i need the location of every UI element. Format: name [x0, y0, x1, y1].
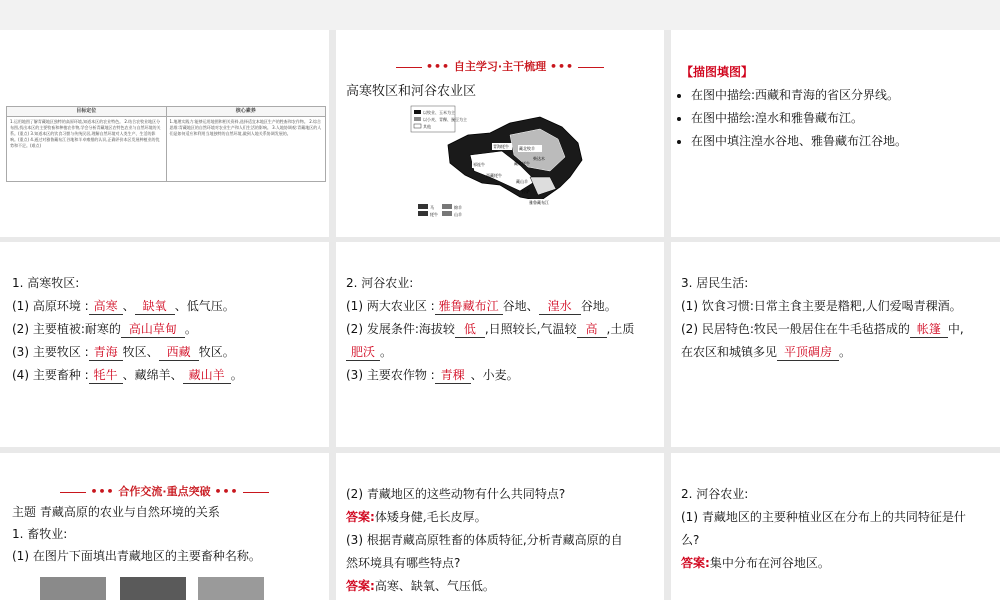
- line-crops: [346, 364, 519, 386]
- line-environment: (1) 高原环境 : 高寒 、 缺氧 、低气压。: [12, 299, 235, 313]
- label: (2) 民居特色:牧民一般居住在牛毛毡搭成的: [681, 322, 910, 336]
- section-title: 1. 高寒牧区:: [12, 276, 80, 290]
- question-3-cont: 然环境具有哪些特点?: [346, 556, 461, 570]
- top-bar: [0, 0, 1000, 30]
- answer-blank: 平顶碉房: [777, 344, 839, 361]
- qinghai-tibet-map: [410, 105, 585, 217]
- map-label-5: 藏北牦牛: [514, 161, 530, 166]
- line-housing: [681, 318, 964, 340]
- slide-residents[interactable]: [671, 242, 1000, 447]
- answer-blank: 雅鲁藏布江: [435, 298, 503, 315]
- question-1: (1) 青藏地区的主要种植业区在分布上的共同特征是什: [681, 510, 966, 524]
- label: 、低气压。: [174, 299, 235, 313]
- livestock-photo-3: [198, 577, 264, 600]
- answer-text: 体矮身健,毛长皮厚。: [374, 510, 487, 524]
- label: 。: [380, 345, 393, 359]
- answer-2: [346, 506, 487, 528]
- table-head-literacy: 核心素养: [235, 108, 256, 114]
- answer-1: [681, 552, 830, 574]
- key-label-2: 绵羊: [454, 205, 462, 210]
- line-vegetation: [12, 318, 197, 340]
- table-cell-goals: 1.运用地图了解青藏地区独特的高原环境,知道本区的农业特色。 2.结合农牧业地区分布图,找出本区的主要牧畜和种植农作物,学会分析青藏地区农特色农业与自然环境的关系。(重点) 3.知道本区的饮食习惯与传统民居,理解自然环境对人类生产、生活的影响。(重点) 4.通过对雅鲁藏布江谷地和羊卓雍措的认识,正确评价本区发展种植业的优势和不足。(难点): [7, 117, 167, 181]
- line-livestock-task: (1) 在图片下面填出青藏地区的主要畜种名称。: [12, 549, 261, 563]
- task-item-1: • 在图中描绘:西藏和青海的省区分界线。: [691, 84, 907, 107]
- label: 、藏绵羊、: [122, 368, 183, 382]
- answer-blank: 高山草甸: [121, 321, 185, 338]
- section-header: ••• 自主学习·主干梳理 •••: [336, 58, 664, 74]
- slide-questions[interactable]: [336, 453, 664, 600]
- answer-blank: 湟水: [539, 298, 581, 315]
- label: ,日照较长,气温较: [484, 322, 577, 336]
- line-regions: [346, 295, 617, 317]
- map-label-4: 祁连牛: [473, 162, 485, 167]
- answer-blank: 藏山羊: [183, 367, 231, 384]
- label: 。: [839, 345, 852, 359]
- label: (2) 主要植被:耐寒的: [12, 322, 121, 336]
- line-housing-2: [681, 341, 851, 363]
- slide-valley-agriculture[interactable]: [336, 242, 664, 447]
- map-label-8: 拉萨: [522, 189, 530, 194]
- table-cell-literacy: 1.地理实践力:能够运用地图和相关资料,选择适宜本地区生产的牲畜和农作物。 2.综合思维:青藏地区的自然环境对农业生产和人们生活的影响。 3.人地协调观:青藏地区的人们是如何适应和利用当地独特的自然环境,做到人地关系协调发展的。: [169, 119, 322, 136]
- map-label-3: 柴达木: [533, 156, 545, 161]
- label: 谷地、: [502, 299, 539, 313]
- livestock-photo-2: [120, 577, 186, 600]
- section-title: 2. 河谷农业:: [346, 276, 414, 290]
- slide-objectives[interactable]: [0, 30, 329, 237]
- livestock-photo-1: [40, 577, 106, 600]
- answer-blank: 高: [577, 321, 607, 338]
- label: (4) 主要畜种 :: [12, 368, 89, 382]
- legend-2: 以小麦、青稞、豌豆为主: [423, 117, 467, 122]
- line-livestock-heading: 1. 畜牧业:: [12, 527, 68, 541]
- answer-text: 高寒、缺氧、气压低。: [374, 579, 495, 593]
- map-label-6: 西藏牦牛: [486, 173, 502, 178]
- answer-blank: 西藏: [159, 344, 199, 361]
- table-head-goals: 目标定位: [7, 107, 167, 116]
- map-label-2: 青海牦牛: [493, 144, 509, 149]
- label: (1) 两大农业区 :: [346, 299, 435, 313]
- objectives-table: [6, 106, 326, 182]
- map-label-7: 藏山羊: [516, 179, 528, 184]
- slide-pastoral[interactable]: [0, 242, 329, 447]
- section-header-text: 自主学习·主干梳理: [453, 60, 547, 73]
- section-title: 2. 河谷农业:: [681, 487, 749, 501]
- slide-cooperation[interactable]: [0, 453, 329, 600]
- answer-blank: 青稞: [435, 367, 471, 384]
- yak-icon: [418, 211, 428, 216]
- answer-blank: 高寒: [89, 298, 123, 315]
- label: 谷地。: [580, 299, 617, 313]
- answer-blank: 肥沃: [346, 344, 380, 361]
- task-header: 【描图填图】: [681, 65, 754, 79]
- answer-blank: 青海: [89, 344, 123, 361]
- section-header: ••• 合作交流·重点突破 •••: [0, 483, 329, 499]
- goat-icon: [442, 211, 452, 216]
- label: 在农区和城镇多见: [681, 345, 778, 359]
- line-diet: (1) 饮食习惯:日常主食主要是糌粑,人们爱喝青稞酒。: [681, 299, 962, 313]
- map-label-9: 雅鲁藏布江: [529, 200, 549, 205]
- answer-label: 答案:: [346, 579, 375, 593]
- label: 。: [184, 322, 197, 336]
- key-label-3: 牦牛: [430, 212, 438, 217]
- label: 中,: [947, 322, 964, 336]
- answer-text: 集中分布在河谷地区。: [709, 556, 830, 570]
- answer-blank: 帐篷: [910, 321, 948, 338]
- answer-blank: 低: [455, 321, 485, 338]
- line-pastures: [12, 341, 235, 363]
- question-1-cont: 么?: [681, 533, 700, 547]
- key-label-4: 山羊: [454, 212, 462, 217]
- answer-blank: 牦牛: [89, 367, 123, 384]
- line-conditions: [346, 318, 634, 340]
- question-3: (3) 根据青藏高原牲畜的体质特征,分析青藏高原的自: [346, 533, 623, 547]
- section-header-text: 合作交流·重点突破: [118, 485, 211, 498]
- line-livestock: [12, 364, 243, 386]
- answer-label: 答案:: [346, 510, 375, 524]
- section-title: 3. 居民生活:: [681, 276, 749, 290]
- slide-valley-questions[interactable]: [671, 453, 1000, 600]
- label: 牧区、: [122, 345, 159, 359]
- task-list: [677, 84, 907, 153]
- legend-1: 以牧业、玉米为主: [423, 110, 455, 115]
- legend-3: 其他: [423, 124, 431, 129]
- map-label-1: 藏北牧羊: [519, 146, 535, 151]
- label: 、小麦。: [470, 368, 519, 382]
- task-item-3: • 在图中填注湟水谷地、雅鲁藏布江谷地。: [691, 130, 907, 153]
- label: (1) 高原环境 :: [12, 299, 89, 313]
- topic-line: 主题 青藏高原的农业与自然环境的关系: [12, 505, 220, 519]
- horse-icon: [418, 204, 428, 209]
- line-soil: [346, 341, 392, 363]
- task-item-2: • 在图中描绘:湟水和雅鲁藏布江。: [691, 107, 907, 130]
- label: 。: [230, 368, 243, 382]
- slide-map-task[interactable]: [671, 30, 1000, 237]
- answer-3: [346, 575, 495, 597]
- page-title: 高寒牧区和河谷农业区: [346, 84, 477, 99]
- label: 牧区。: [198, 345, 235, 359]
- label: (3) 主要农作物 :: [346, 368, 435, 382]
- key-label-1: 马: [430, 205, 434, 210]
- answer-label: 答案:: [681, 556, 710, 570]
- label: (2) 发展条件:海拔较: [346, 322, 455, 336]
- label: ,土质: [606, 322, 635, 336]
- question-2: (2) 青藏地区的这些动物有什么共同特点?: [346, 487, 566, 501]
- answer-blank: 缺氧: [135, 298, 175, 315]
- label: (3) 主要牧区 :: [12, 345, 89, 359]
- sheep-icon: [442, 204, 452, 209]
